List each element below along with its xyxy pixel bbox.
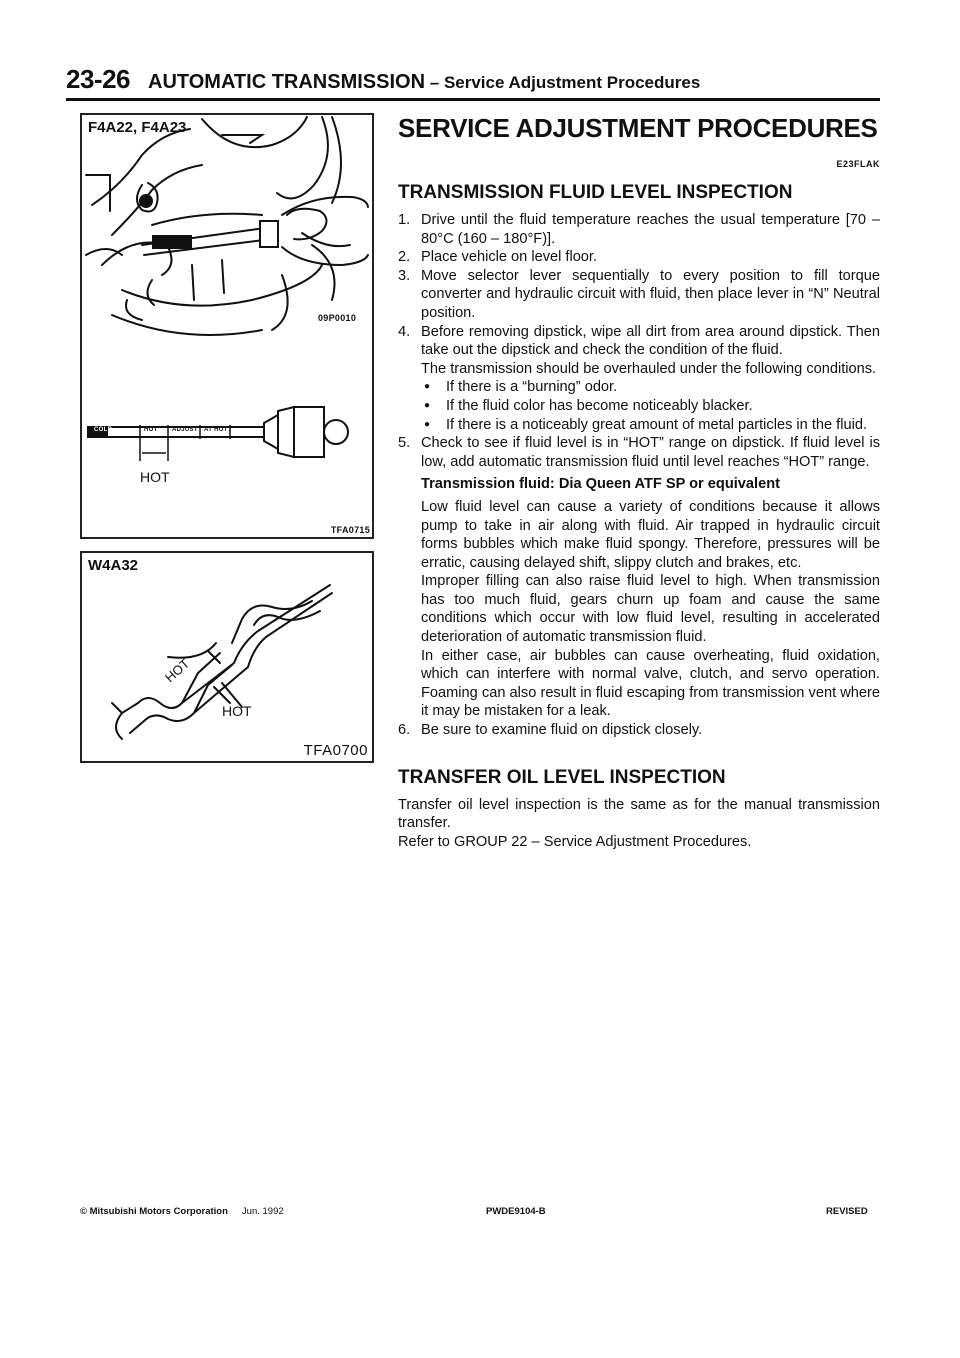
step-1	[398, 211, 880, 248]
footer-date: Jun. 1992	[241, 1206, 284, 1217]
transfer-reference: Refer to GROUP 22 – Service Adjustment Procedures.	[398, 833, 752, 850]
step-text: Check to see if fluid level is in “HOT” range on dipstick. If fluid level is low, add automatic transmission fluid until level reaches “HOT” range.	[421, 435, 880, 470]
list-item: ● If there is a noticeably great amount of metal particles in the fluid.	[424, 416, 868, 433]
figure-inner-code: 09P0010	[318, 313, 357, 323]
step-text: Drive until the fluid temperature reaches the usual temperature [70 – 80°C (160 – 180°F)].	[421, 212, 880, 247]
footer-copyright	[80, 1206, 284, 1217]
page-number: 23-26	[66, 64, 130, 94]
stick-hot-text: HOT	[161, 655, 193, 686]
figure-model-label: W4A32	[88, 557, 139, 574]
bullet-text: If there is a “burning” odor.	[446, 379, 618, 396]
figure-code: TFA0700	[303, 742, 368, 759]
list-item: ● If the fluid color has become noticeably blacker.	[424, 397, 753, 414]
header-title: AUTOMATIC TRANSMISSION	[148, 71, 426, 93]
figure-code: TFA0715	[330, 525, 370, 535]
figure-f4a22-dipstick	[80, 113, 374, 539]
step-2	[398, 248, 880, 267]
dipstick-mark-cold: COLD	[94, 427, 113, 433]
bullet-text: If there is a noticeably great amount of metal particles in the fluid.	[446, 416, 868, 433]
section-title-fluid-level: TRANSMISSION FLUID LEVEL INSPECTION	[398, 182, 793, 203]
step-number: 5.	[398, 435, 411, 452]
header-dash: –	[425, 73, 444, 92]
dipstick-mark-at-hot: AT HOT	[204, 427, 228, 433]
hot-range-label: HOT	[140, 469, 170, 485]
header-rule	[66, 98, 880, 101]
figure-model-label: F4A22, F4A23	[88, 119, 187, 136]
transfer-paragraph: Transfer oil level inspection is the same as for the manual transmission transfer.	[398, 796, 880, 832]
transmission-dipstick-illustration	[82, 115, 372, 537]
step-number: 6.	[398, 722, 411, 739]
section-title-transfer-oil: TRANSFER OIL LEVEL INSPECTION	[398, 766, 726, 788]
fluid-specification: Transmission fluid: Dia Queen ATF SP or equivalent	[421, 476, 780, 493]
step-number: 4.	[398, 323, 411, 340]
step-number: 2.	[398, 249, 411, 266]
step-4	[398, 323, 880, 435]
dipstick-mark-adjust: ADJUST	[172, 427, 198, 433]
list-item: ● If there is a “burning” odor.	[424, 379, 618, 396]
step-number: 1.	[398, 212, 411, 228]
step-6	[398, 721, 880, 740]
hot-range-label: HOT	[222, 703, 252, 719]
step-text: Before removing dipstick, wipe all dirt from area around dipstick. Then take out the dipstick and check the condition of the fluid.	[421, 323, 880, 359]
step-5	[398, 434, 880, 721]
footer-doc-code: PWDE9104-B	[486, 1206, 546, 1217]
main-content	[398, 113, 880, 851]
figure-w4a32-dipstick	[80, 551, 374, 763]
bullet-text: If the fluid color has become noticeably blacker.	[446, 397, 753, 414]
w4a32-dipstick-illustration	[82, 553, 372, 761]
step-3	[398, 267, 880, 323]
step-number: 3.	[398, 267, 411, 284]
header-subtitle: Service Adjustment Procedures	[443, 73, 701, 92]
footer-status: REVISED	[826, 1206, 868, 1217]
paragraph-overfill: Improper filling can also raise fluid level to high. When transmission has too much fluid, gears churn up foam and cause the same conditions which occur with low fluid level, resulting in accelerated deterioration of automatic transmission fluid.	[421, 573, 880, 646]
reference-code: E23FLAK	[836, 159, 880, 169]
dipstick-mark-hot: HOT	[144, 427, 158, 433]
copyright-text: © Mitsubishi Motors Corporation	[80, 1206, 228, 1217]
paragraph-air-bubbles: In either case, air bubbles can cause overheating, fluid oxidation, which can interfere with normal valve, clutch, and servo operation. Foaming can also result in fluid escaping from transmission vent where it may be mistaken for a leak.	[421, 647, 880, 720]
step-text: Move selector lever sequentially to every position to fill torque converter and hydraulic circuit with fluid, then place lever in “N” Neutral position.	[421, 267, 880, 321]
step-text: Place vehicle on level floor.	[421, 249, 598, 266]
overhaul-note: The transmission should be overhauled under the following conditions.	[421, 360, 877, 377]
page-header	[66, 64, 878, 95]
main-title: SERVICE ADJUSTMENT PROCEDURES	[398, 113, 878, 143]
paragraph-low-fluid: Low fluid level can cause a variety of conditions because it allows pump to take in air along with fluid. Air trapped in hydraulic circuit forms bubbles which make fluid spongy. Therefore, pressures will be erratic, causing delayed shift, slippy clutch and brakes, etc.	[421, 498, 880, 571]
step-text: Be sure to examine fluid on dipstick closely.	[421, 722, 703, 739]
